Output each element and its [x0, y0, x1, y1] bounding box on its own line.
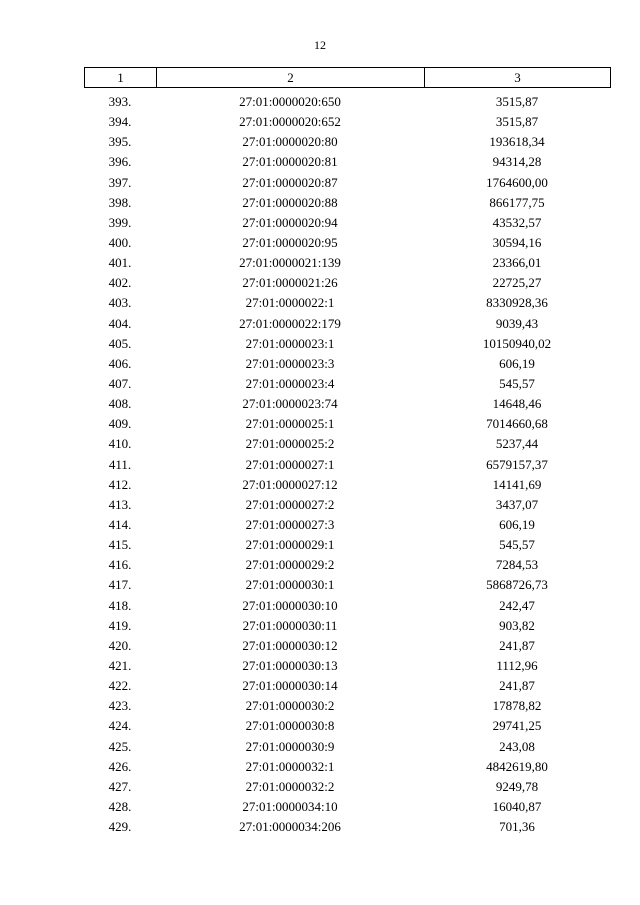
table-row [84, 716, 610, 736]
row-number: 393. [108, 94, 132, 109]
table-row [84, 233, 610, 253]
row-value: 7014660,68 [486, 416, 548, 432]
row-number: 414. [108, 516, 132, 532]
cadastral-number: 27:01:0000030:8 [245, 718, 335, 734]
row-value: 17878,82 [492, 698, 542, 714]
table-header [84, 67, 611, 88]
cadastral-number: 27:01:0000029:1 [245, 537, 335, 553]
table-row [84, 696, 610, 716]
table-row [84, 273, 610, 293]
cadastral-number: 27:01:0000030:2 [245, 698, 335, 714]
table-body [84, 92, 610, 837]
row-number: 416. [108, 557, 132, 573]
row-number: 424. [108, 718, 132, 734]
row-value: 3515,87 [495, 94, 539, 109]
row-value: 94314,28 [492, 154, 542, 170]
table-row [84, 293, 610, 313]
table-row [84, 112, 610, 132]
row-value: 242,47 [499, 597, 535, 613]
row-number: 423. [108, 698, 132, 714]
cadastral-number: 27:01:0000023:4 [245, 375, 335, 391]
table-row [84, 455, 610, 475]
cadastral-number: 27:01:0000020:88 [242, 194, 338, 210]
row-value: 14648,46 [492, 396, 542, 412]
row-number: 411. [108, 456, 132, 472]
row-value: 9249,78 [495, 778, 539, 794]
cadastral-number: 27:01:0000030:14 [242, 678, 338, 694]
row-number: 419. [108, 617, 132, 633]
cadastral-number: 27:01:0000021:26 [242, 275, 338, 291]
row-number: 425. [108, 738, 132, 754]
row-value: 606,19 [499, 516, 535, 532]
row-number: 406. [108, 355, 132, 371]
cadastral-number: 27:01:0000020:95 [242, 234, 338, 250]
row-number: 401. [108, 255, 132, 271]
cadastral-number: 27:01:0000032:1 [245, 758, 335, 774]
row-number: 407. [108, 375, 132, 391]
row-value: 6579157,37 [486, 456, 548, 472]
row-value: 545,57 [499, 375, 535, 391]
table-row [84, 817, 610, 837]
cadastral-number: 27:01:0000020:652 [239, 114, 341, 130]
cadastral-number: 27:01:0000023:74 [242, 396, 338, 412]
cadastral-number: 27:01:0000025:2 [245, 436, 335, 452]
row-number: 409. [108, 416, 132, 432]
page-number: 12 [314, 38, 326, 52]
table-row [84, 737, 610, 757]
row-number: 394. [108, 114, 132, 130]
row-number: 397. [108, 174, 132, 190]
row-value: 14141,69 [492, 476, 542, 492]
table-row [84, 636, 610, 656]
cadastral-number: 27:01:0000027:2 [245, 496, 335, 512]
row-number: 399. [108, 214, 132, 230]
cadastral-number: 27:01:0000023:1 [245, 335, 335, 351]
row-number: 421. [108, 657, 132, 673]
row-number: 403. [108, 295, 132, 311]
table-row [84, 414, 610, 434]
table-row [84, 676, 610, 696]
table-row [84, 515, 610, 535]
row-value: 7284,53 [495, 557, 539, 573]
row-number: 398. [108, 194, 132, 210]
table-row [84, 394, 610, 414]
row-value: 903,82 [499, 617, 535, 633]
cadastral-number: 27:01:0000030:1 [245, 577, 335, 593]
row-number: 404. [108, 315, 132, 331]
cadastral-number: 27:01:0000030:12 [242, 637, 338, 653]
row-value: 8330928,36 [486, 295, 548, 311]
table-row [84, 757, 610, 777]
cadastral-number: 27:01:0000030:10 [242, 597, 338, 613]
cadastral-number: 27:01:0000020:94 [242, 214, 338, 230]
table-row [84, 132, 610, 152]
table-row [84, 495, 610, 515]
row-number: 426. [108, 758, 132, 774]
row-value: 16040,87 [492, 798, 542, 814]
row-value: 606,19 [499, 355, 535, 371]
header-col-1: 1 [85, 68, 157, 88]
row-number: 428. [108, 798, 132, 814]
row-number: 405. [108, 335, 132, 351]
header-col-3: 3 [425, 68, 611, 88]
row-number: 415. [108, 537, 132, 553]
table-row [84, 555, 610, 575]
cadastral-number: 27:01:0000020:87 [242, 174, 338, 190]
cadastral-number: 27:01:0000034:10 [242, 798, 338, 814]
row-number: 429. [108, 819, 132, 835]
table-row [84, 92, 610, 112]
cadastral-number: 27:01:0000027:3 [245, 516, 335, 532]
row-number: 412. [108, 476, 132, 492]
row-value: 3437,07 [495, 496, 539, 512]
cadastral-number: 27:01:0000020:650 [239, 94, 341, 109]
row-value: 866177,75 [489, 194, 545, 210]
row-value: 243,08 [499, 738, 535, 754]
table-row [84, 596, 610, 616]
row-number: 400. [108, 234, 132, 250]
row-value: 241,87 [499, 678, 535, 694]
cadastral-number: 27:01:0000025:1 [245, 416, 335, 432]
table-row [84, 656, 610, 676]
table-row [84, 173, 610, 193]
cadastral-number: 27:01:0000027:1 [245, 456, 335, 472]
cadastral-number: 27:01:0000029:2 [245, 557, 335, 573]
cadastral-number: 27:01:0000023:3 [245, 355, 335, 371]
row-value: 22725,27 [492, 275, 542, 291]
table-row [84, 314, 610, 334]
row-value: 701,36 [499, 819, 535, 835]
row-number: 408. [108, 396, 132, 412]
row-value: 4842619,80 [486, 758, 548, 774]
table-row [84, 777, 610, 797]
row-number: 417. [108, 577, 132, 593]
cadastral-number: 27:01:0000030:11 [242, 617, 338, 633]
row-value: 5868726,73 [486, 577, 548, 593]
table-row [84, 575, 610, 595]
row-value: 545,57 [499, 537, 535, 553]
table-row [84, 193, 610, 213]
cadastral-number: 27:01:0000022:1 [245, 295, 335, 311]
table-row [84, 152, 610, 172]
row-value: 29741,25 [492, 718, 542, 734]
table-row [84, 253, 610, 273]
row-number: 420. [108, 637, 132, 653]
row-value: 30594,16 [492, 234, 542, 250]
row-number: 427. [108, 778, 132, 794]
row-number: 418. [108, 597, 132, 613]
table-row [84, 434, 610, 454]
row-value: 3515,87 [495, 114, 539, 130]
table-row [84, 535, 610, 555]
table-row [84, 374, 610, 394]
table-row [84, 354, 610, 374]
header-col-2: 2 [157, 68, 425, 88]
row-number: 422. [108, 678, 132, 694]
cadastral-number: 27:01:0000032:2 [245, 778, 335, 794]
row-value: 1112,96 [496, 657, 538, 673]
row-value: 1764600,00 [486, 174, 548, 190]
cadastral-number: 27:01:0000027:12 [242, 476, 338, 492]
cadastral-number: 27:01:0000030:13 [242, 657, 338, 673]
row-value: 5237,44 [495, 436, 539, 452]
cadastral-number: 27:01:0000020:80 [242, 134, 338, 150]
row-value: 23366,01 [492, 255, 542, 271]
row-number: 396. [108, 154, 132, 170]
table-row [84, 213, 610, 233]
cadastral-number: 27:01:0000021:139 [239, 255, 341, 271]
row-value: 241,87 [499, 637, 535, 653]
row-number: 395. [108, 134, 132, 150]
table-row [84, 475, 610, 495]
cadastral-number: 27:01:0000022:179 [239, 315, 341, 331]
row-value: 10150940,02 [482, 335, 552, 351]
row-number: 402. [108, 275, 132, 291]
table-row [84, 334, 610, 354]
row-value: 9039,43 [495, 315, 539, 331]
row-number: 413. [108, 496, 132, 512]
row-value: 193618,34 [489, 134, 545, 150]
cadastral-number: 27:01:0000034:206 [239, 819, 341, 835]
row-value: 43532,57 [492, 214, 542, 230]
table-row [84, 616, 610, 636]
cadastral-number: 27:01:0000030:9 [245, 738, 335, 754]
header-row [85, 68, 611, 88]
cadastral-number: 27:01:0000020:81 [242, 154, 338, 170]
table-row [84, 797, 610, 817]
row-number: 410. [108, 436, 132, 452]
